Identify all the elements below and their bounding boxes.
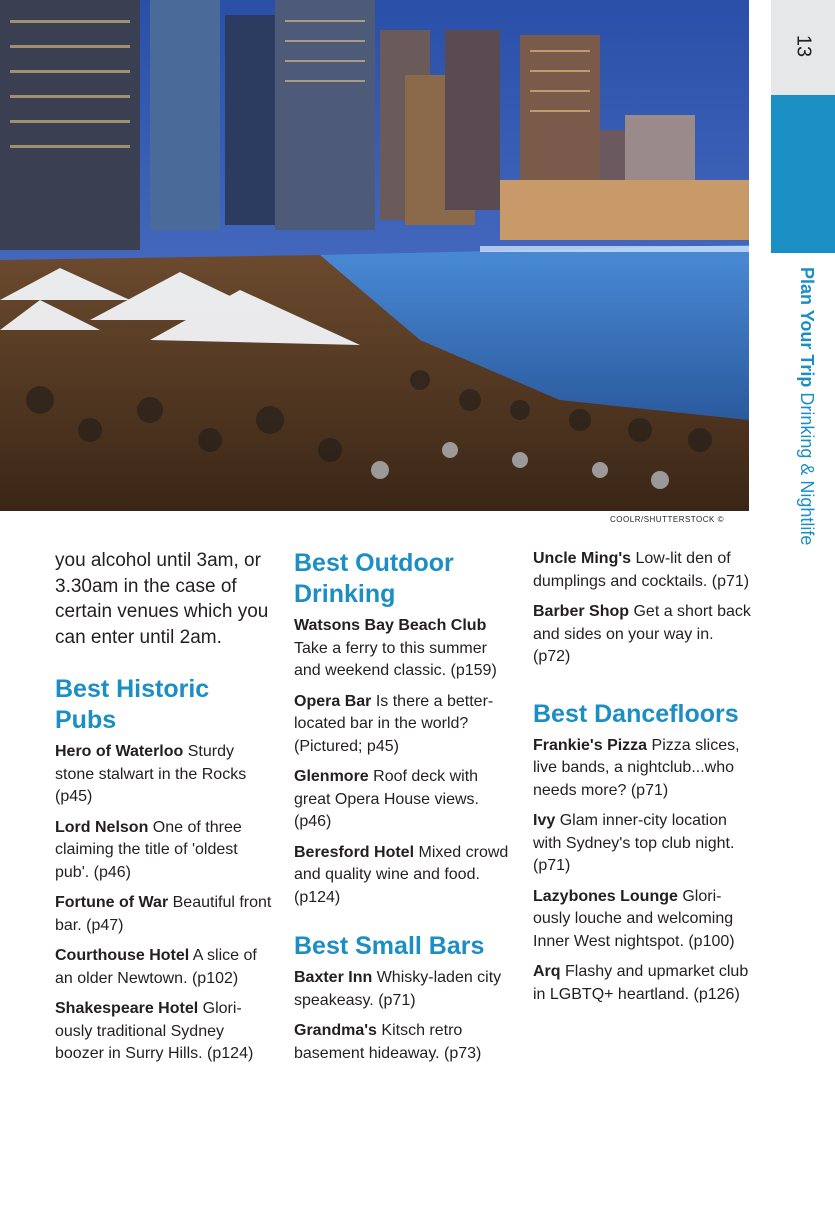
list-item xyxy=(533,601,751,669)
entry-description: Mixed crowd and quality wine and food. (p124) xyxy=(294,843,509,906)
entry-name: Fortune of War xyxy=(55,894,169,911)
list-item xyxy=(294,842,512,910)
list-item xyxy=(294,766,512,834)
list-item xyxy=(55,892,273,937)
entry-name: Arq xyxy=(533,963,561,980)
section-tab-subtitle: Drinking & Nightlife xyxy=(797,392,817,546)
entry-name: Lord Nelson xyxy=(55,818,149,836)
entry-name: Frankie's Pizza xyxy=(533,736,648,754)
entry-description: Glam inner-city location with Sydney's top club night. (p71) xyxy=(533,812,735,874)
entry-description: Glori-ously louche and welcoming Inner West nightspot. (p100) xyxy=(533,887,735,950)
list-item xyxy=(55,741,273,809)
entry-description: Take a ferry to this summer and weekend classic. (p159) xyxy=(294,639,497,679)
section-tab xyxy=(797,267,817,597)
entry-name: Beresford Hotel xyxy=(294,843,415,861)
entry-name: Lazybones Lounge xyxy=(533,887,678,905)
heading-historic-pubs: Best Historic Pubs xyxy=(55,675,210,734)
column-3 xyxy=(533,548,751,1014)
header-photo xyxy=(0,0,749,511)
list-item xyxy=(533,886,751,954)
section-color-tab xyxy=(771,95,835,253)
list-item xyxy=(55,998,273,1066)
list-item xyxy=(55,817,273,885)
list-item xyxy=(533,735,751,803)
column-2 xyxy=(294,548,512,1073)
heading-dancefloors: Best Dancefloors xyxy=(533,699,739,728)
entry-name: Grandma's xyxy=(294,1022,377,1039)
list-item xyxy=(294,1020,512,1065)
entry-description: Is there a better-located bar in the world? (Pictured; p45) xyxy=(294,692,494,755)
entry-name: Uncle Ming's xyxy=(533,550,632,567)
entry-name: Baxter Inn xyxy=(294,969,373,986)
entry-description: Roof deck with great Opera House views. (p46) xyxy=(294,768,479,830)
entry-description: Kitsch retro basement hideaway. (p73) xyxy=(294,1022,482,1062)
entry-description: Beautiful front bar. (p47) xyxy=(55,894,272,934)
entry-description: One of three claiming the title of 'oldest pub'. (p46) xyxy=(55,818,242,881)
heading-small-bars: Best Small Bars xyxy=(294,932,485,960)
entry-name: Courthouse Hotel xyxy=(55,947,190,964)
entry-name: Shakespeare Hotel xyxy=(55,1000,199,1017)
list-item xyxy=(294,967,512,1012)
list-item xyxy=(533,548,751,593)
list-item xyxy=(294,691,512,759)
entry-description: Whisky-laden city speakeasy. (p71) xyxy=(294,969,502,1009)
entry-description: Pizza slices, live bands, a nightclub...who needs more? (p71) xyxy=(533,736,740,799)
entry-name: Opera Bar xyxy=(294,692,372,710)
list-item xyxy=(533,961,751,1006)
entry-description: Low-lit den of dumplings and cocktails. (p71) xyxy=(533,550,750,590)
entry-description: Get a short back and sides on your way in. (p72) xyxy=(533,603,751,665)
page-number: 13 xyxy=(792,34,815,58)
list-item xyxy=(294,615,512,683)
entry-name: Glenmore xyxy=(294,768,369,785)
photo-credit: COOLR/SHUTTERSTOCK © xyxy=(610,515,724,524)
entry-description: Flashy and upmarket club in LGBTQ+ heartland. (p126) xyxy=(533,963,749,1003)
list-item xyxy=(533,810,751,878)
column-1 xyxy=(55,548,273,1074)
section-tab-title: Plan Your Trip xyxy=(797,267,817,388)
entry-name: Ivy xyxy=(533,812,556,829)
intro-text: you alcohol until 3am, or 3.30am in the case of certain venues which you can enter until 2am. xyxy=(55,550,269,648)
entry-name: Barber Shop xyxy=(533,603,630,620)
entry-description: A slice of an older Newtown. (p102) xyxy=(55,947,257,987)
heading-outdoor-drinking: Best Outdoor Drinking xyxy=(294,549,454,608)
entry-description: Sturdy stone stalwart in the Rocks (p45) xyxy=(55,743,247,805)
entry-name: Watsons Bay Beach Club xyxy=(294,617,487,634)
entry-description: Glori-ously traditional Sydney boozer in Surry Hills. (p124) xyxy=(55,1000,254,1062)
list-item xyxy=(55,945,273,990)
entry-name: Hero of Waterloo xyxy=(55,743,184,760)
